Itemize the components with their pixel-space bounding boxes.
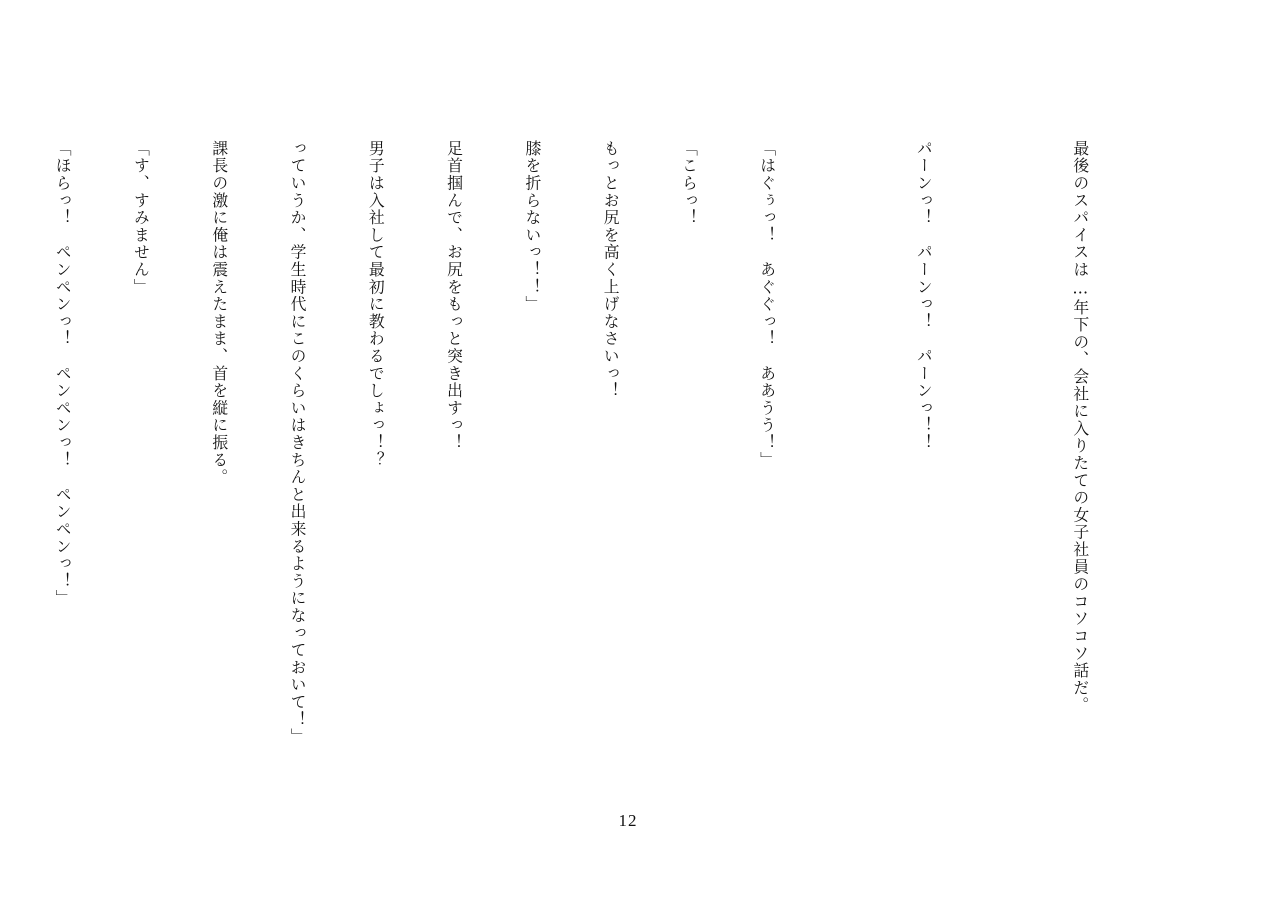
text-line: もっとお尻を高く上げなさいっ！ xyxy=(601,140,621,400)
text-line: っていうか、学生時代にこのくらいはきちんと出来るようになっておいて！」 xyxy=(288,140,307,746)
text-line: 「はぐぅっ！ あぐぐっ！ ああうう！」 xyxy=(757,140,777,469)
text-line: 最後のスパイスは…年下の、会社に入りたての女子社員のコソコソ話だ。 xyxy=(1070,140,1090,715)
page-number: 12 xyxy=(618,811,638,830)
blank-line xyxy=(832,140,858,780)
text-line: 男子は入社して最初に教わるでしょっ！？ xyxy=(366,140,386,469)
text-line: 「ほらっ！ ペンペンっ！ ペンペンっ！ ペンペンっ！」 xyxy=(53,140,73,608)
blank-line xyxy=(988,140,1014,780)
text-line: 足首掴んで、お尻をもっと突き出すっ！ xyxy=(444,140,464,452)
vertical-text-block xyxy=(0,140,1145,780)
text-line: 課長の激に俺は震えたまま、首を縦に振る。 xyxy=(209,140,229,486)
text-line: 膝を折らないっ！！」 xyxy=(522,140,542,313)
text-line: 「す、すみません」 xyxy=(131,140,151,296)
text-line: パーンっ！ パーンっ！ パーンっ！！ xyxy=(914,140,934,452)
text-line: 「こらっ！ xyxy=(679,140,699,227)
